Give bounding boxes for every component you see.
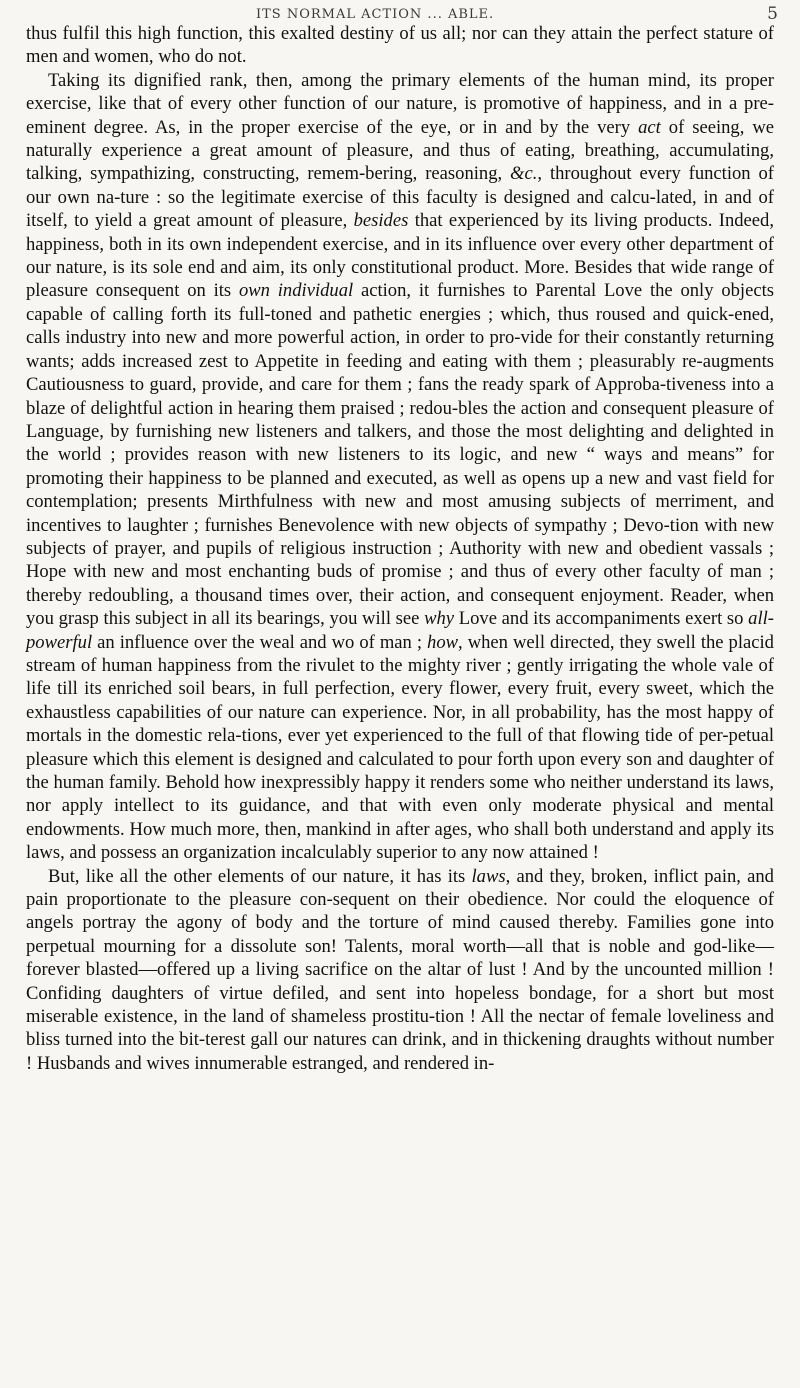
italic-text: own individual [238,280,354,302]
paragraph [26,22,774,69]
text-run: Taking its dignified rank, then, among the primary elements of the human mind, its proper exercise, like that of every other function of our nature, is promotive of happiness, and in a pre-eminent degree. As, in the proper exercise of the eye, or in and by the very [26,69,774,138]
italic-text: how [427,631,459,653]
italic-text: &c. [510,163,538,185]
text-run: of seeing, we naturally experience a great amount of pleasure, and thus of eating, breathing, accumulating, talking, sympathizing, constructing, remem-bering, reasoning, [26,116,775,185]
text-run: action, it furnishes to Parental Love the only objects capable of calling forth its full-toned and pathetic energies ; which, thus roused and quick-ened, calls industry into new and more powerful action, in order to pro-vide for their constantly returning wants; adds increased zest to Appetite in feeding and eating with them ; pleasurably re-augments Cautiousness to guard, provide, and care for them ; fans the ready spark of Approba-tiveness into a blaze of delightful action in hearing them praised ; redou-bles the action and consequent pleasure of Language, by furnishing new listeners and talkers, and those the most delighting and delighted in the world ; provides reason with new listeners to its logic, and new “ ways and means” for promoting their happiness to be planned and executed, as well as opens up a new and vast field for contemplation; presents Mirthfulness with new and most amusing subjects of merriment, and incentives to laughter ; furnishes Benevolence with new objects of sympathy ; Devo-tion with new subjects of prayer, and pupils of religious instruction ; Authority with new and obedient vassals ; Hope with new and most enchanting buds of promise ; and thus of every other faculty of man ; thereby redoubling, a thousand times over, their action, and consequent enjoyment. Reader, when you grasp this subject in all its bearings, you will see [26,280,774,630]
italic-text: act [638,116,661,138]
paragraph [26,69,774,865]
running-head-title: ITS NORMAL ACTION ... ABLE. [256,7,495,22]
page-number: 5 [767,4,778,24]
body-text [26,22,774,1075]
text-run: But, like all the other elements of our nature, it has its [48,865,472,887]
italic-text: besides [353,210,409,232]
italic-text: all-powerful [26,608,774,653]
text-run: that experienced by its living products. Indeed, happiness, both in its own independent exercise, and in its influence over every other department of our nature, is its sole end and aim, its only constitutional product. More. Besides that wide range of pleasure consequent on its [26,210,774,302]
italic-text: laws [471,865,506,887]
text-run: an influence over the weal and wo of man ; [92,631,428,653]
text-run: , throughout every function of our own na-ture : so the legitimate exercise of this faculty is designed and calcu-lated, in and of itself, to yield a great amount of pleasure, [26,163,774,232]
text-run: , and they, broken, inflict pain, and pain proportionate to the pleasure con-sequent on their obedience. Nor could the eloquence of angels portray the agony of body and the torture of mind caused thereby. Families gone into perpetual mourning for a dissolute son! Talents, moral worth—all that is noble and god-like—forever blasted—offered up a living sacrifice on the altar of lust ! And by the uncounted million ! Confiding daughters of virtue defiled, and sent into hopeless bondage, for a short but most miserable existence, in the land of shameless prostitu-tion ! All the nectar of female loveliness and bliss turned into the bit-terest gall our natures can drink, and in thickening draughts without number ! Husbands and wives innumerable estranged, and rendered in- [26,865,774,1074]
text-run: , when well directed, they swell the placid stream of human happiness from the rivulet to the mighty river ; gently irrigating the whole vale of life till its enriched soil bears, in full perfection, every flower, every fruit, every sweet, which the exhaustless capabilities of our nature can experience. Nor, in all probability, has the most happy of mortals in the domestic rela-tions, ever yet experienced to the full of that flowing tide of per-petual pleasure which this element is designed and calculated to pour forth upon every son and daughter of the human family. Behold how inexpressibly happy it renders some who neither understand its laws, nor apply intellect to its guidance, and that with even only moderate physical and mental endowments. How much more, then, mankind in after ages, who shall both understand and apply its laws, and possess an organization incalculably superior to any now attained ! [26,631,774,864]
text-run: Love and its accompaniments exert so [454,608,749,630]
italic-text: why [424,608,455,630]
text-run: thus fulfil this high function, this exalted destiny of us all; nor can they attain the perfect stature of men and women, who do not. [26,23,774,68]
paragraph [26,865,774,1076]
